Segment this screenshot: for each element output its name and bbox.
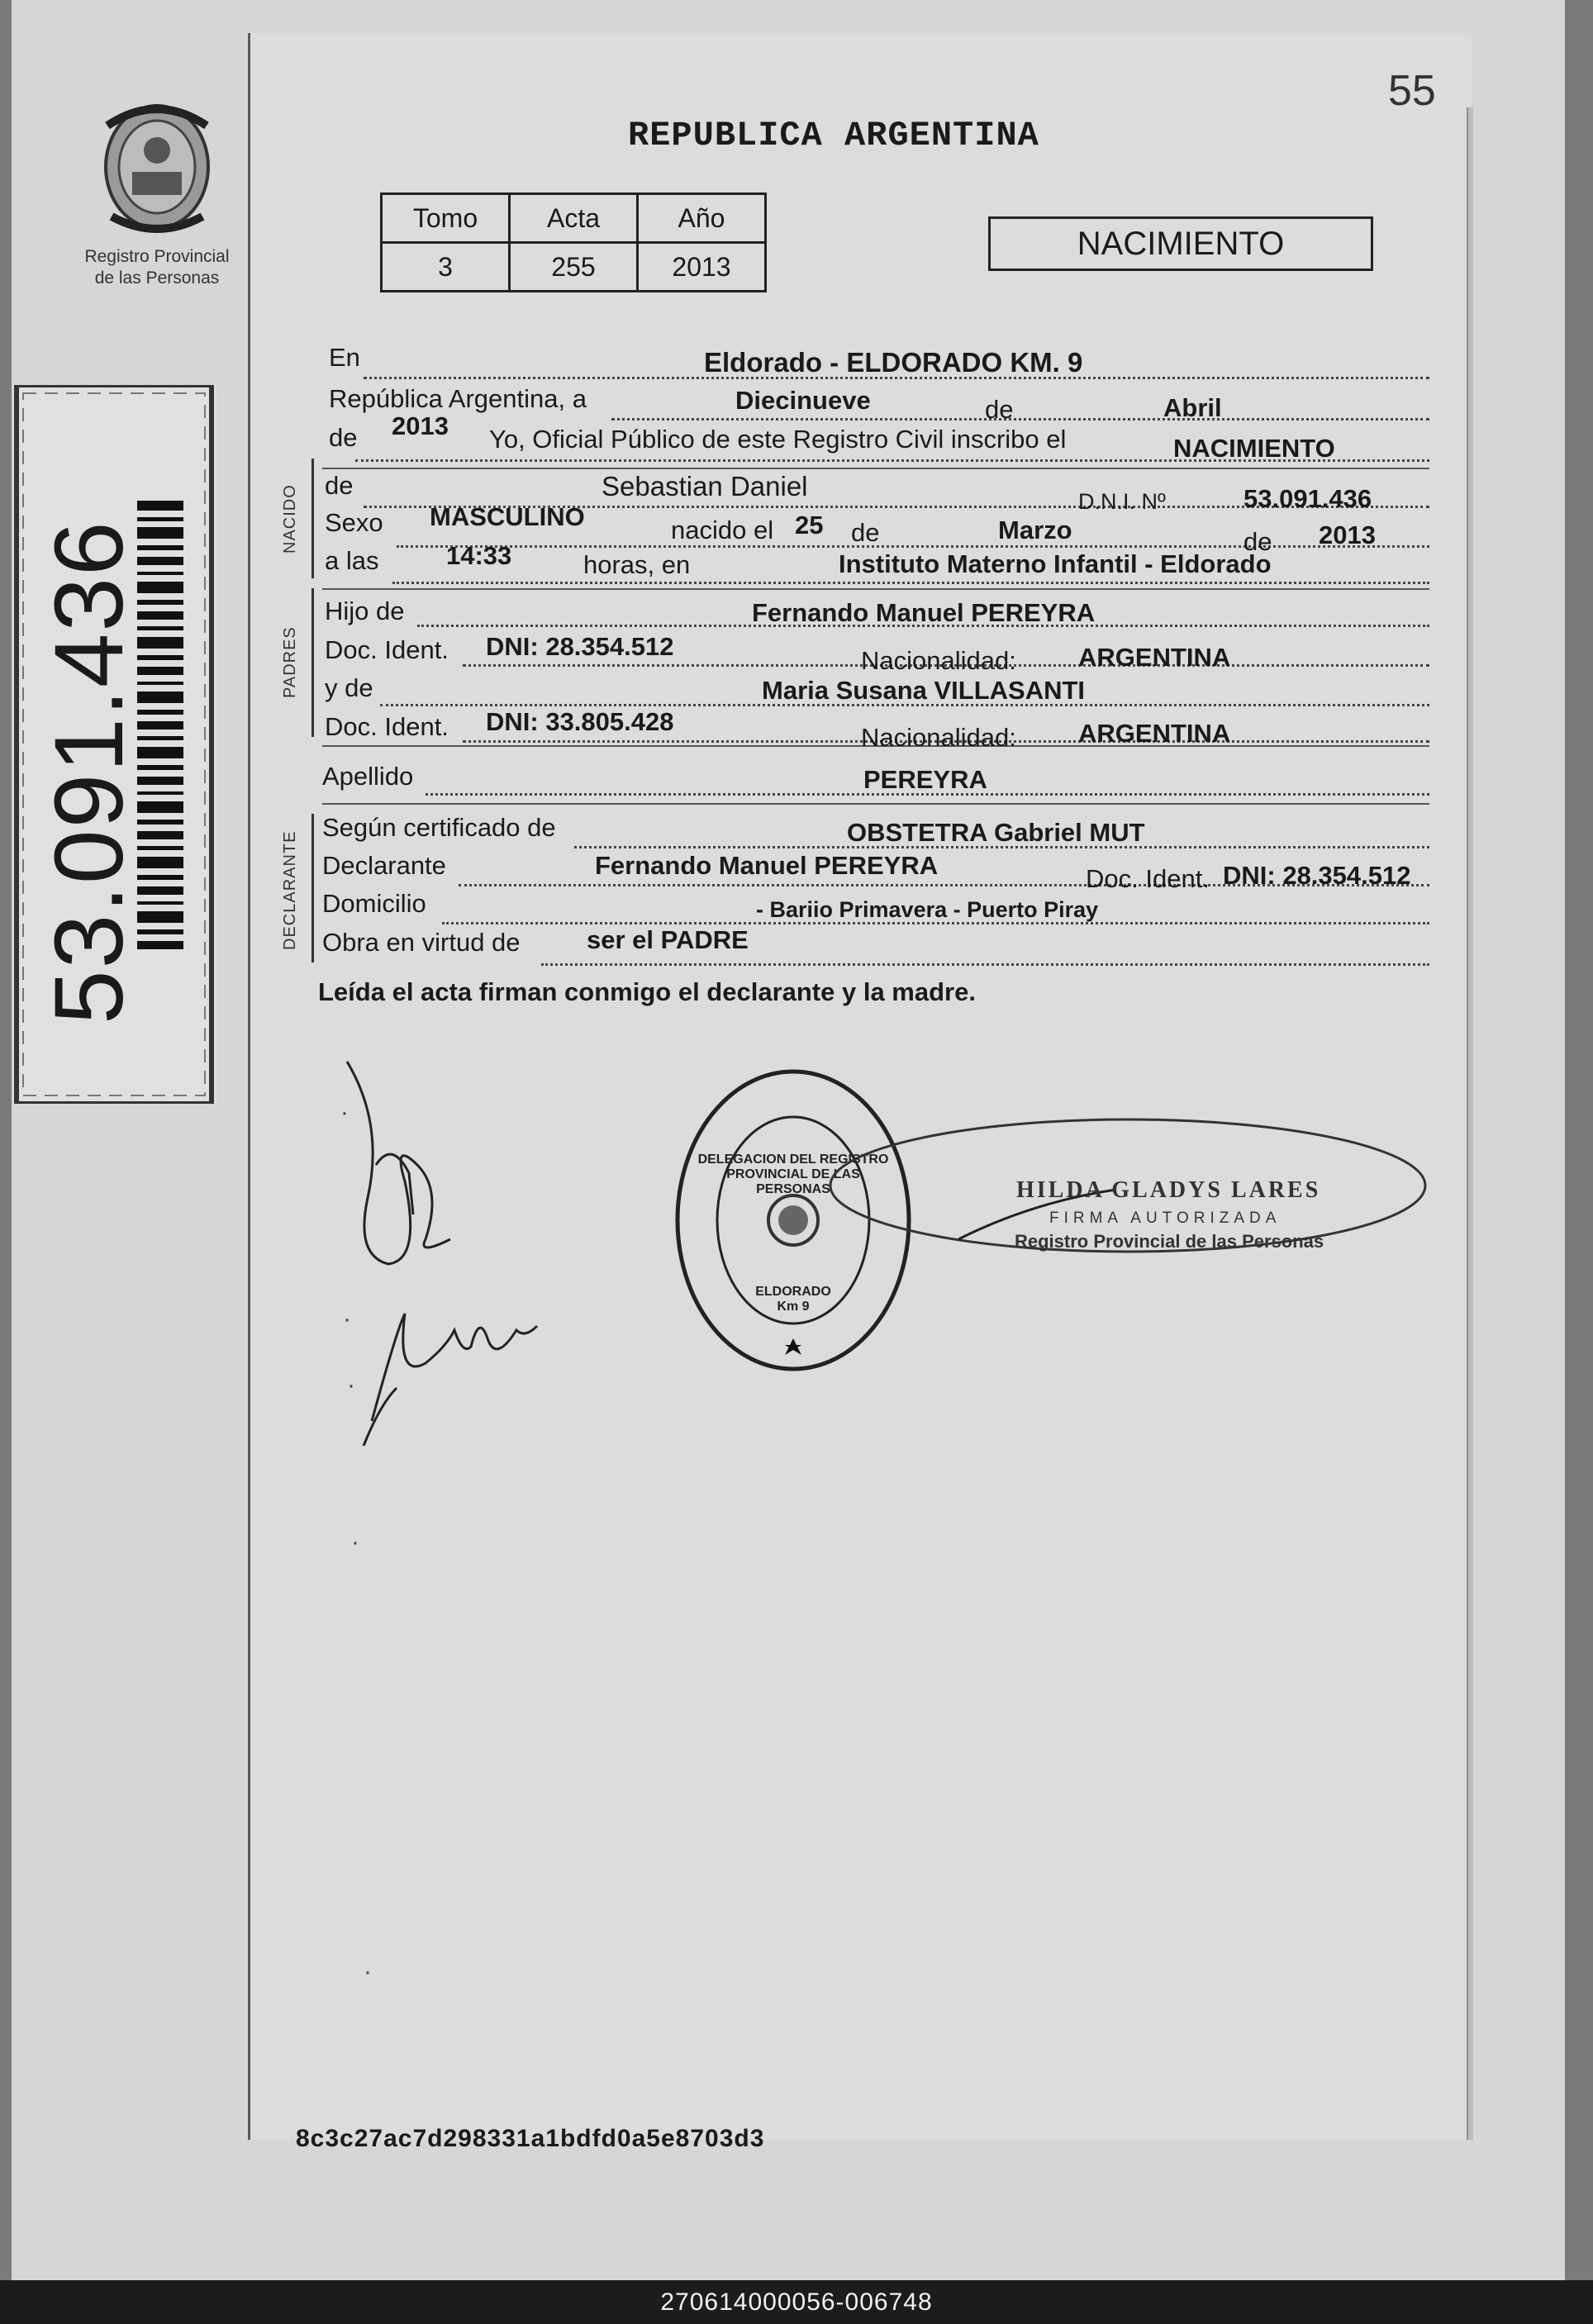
hora-value: 14:33 [446, 541, 512, 570]
madre-value: Maria Susana VILLASANTI [762, 676, 1086, 705]
logo-caption-line1: Registro Provincial [84, 247, 230, 266]
domicilio-label: Domicilio [322, 889, 426, 918]
separator-line [322, 588, 1429, 590]
lugar-nacimiento-value: Instituto Materno Infantil - Eldorado [839, 549, 1272, 578]
section-label-declarante: DECLARANTE [281, 830, 299, 950]
signature-dots: · [340, 1099, 349, 1126]
horas-label: horas, en [583, 550, 691, 579]
nombre-value: Sebastian Daniel [602, 471, 808, 501]
dia-value: Diecinueve [735, 386, 871, 415]
page-edge [1467, 107, 1473, 2140]
record-value-anio: 2013 [638, 243, 766, 292]
inscribo-value: NACIMIENTO [1173, 434, 1335, 463]
section-label-padres: PADRES [281, 626, 299, 698]
de-label: de [985, 395, 1014, 424]
authorized-name: HILDA GLADYS LARES [1016, 1177, 1321, 1203]
nac-dia-value: 25 [795, 511, 824, 539]
dni-value: 53.091.436 [1243, 484, 1372, 513]
logo-caption [66, 246, 248, 289]
footer-bar [0, 2280, 1593, 2324]
decl-doc-value: DNI: 28.354.512 [1223, 861, 1411, 890]
mes-value: Abril [1163, 393, 1222, 422]
oficial-text: Yo, Oficial Público de este Registro Civil inscribo el [489, 425, 1067, 454]
province-seal-logo [91, 93, 223, 241]
record-table-value-row [382, 243, 766, 292]
record-header-tomo: Tomo [382, 194, 510, 243]
dni-label: D.N.I. Nº [1078, 489, 1166, 514]
certificado-label: Según certificado de [322, 813, 556, 842]
madre-nac-value: ARGENTINA [1078, 719, 1231, 748]
de5-label: de [1243, 527, 1272, 556]
decl-doc-label: Doc. Ident. [1086, 864, 1210, 893]
authorized-org: Registro Provincial de las Personas [1015, 1231, 1324, 1252]
domicilio-value: - Bariio Primavera - Puerto Piray [756, 897, 1099, 922]
signature-dots: · [351, 1528, 359, 1556]
madre-doc-value: DNI: 33.805.428 [486, 707, 674, 736]
certificado-value: OBSTETRA Gabriel MUT [847, 818, 1145, 847]
declarante-value: Fernando Manuel PEREYRA [595, 851, 939, 880]
side-id-number: 53.091.436 [35, 520, 144, 1024]
yde-label: y de [325, 673, 373, 702]
signature-dots: · [347, 1371, 355, 1399]
obra-value: ser el PADRE [587, 925, 749, 954]
section-label-nacido: NACIDO [281, 484, 299, 554]
closing-statement: Leída el acta firman conmigo el declarante y la madre. [318, 977, 976, 1006]
doc-type-box: NACIMIENTO [988, 216, 1373, 271]
footer-code: 270614000056-006748 [660, 2288, 933, 2316]
record-header-anio: Año [638, 194, 766, 243]
record-table [380, 192, 767, 292]
signature-madre [347, 1281, 562, 1446]
lugar-inscripcion: Eldorado - ELDORADO KM. 9 [704, 347, 1083, 378]
signature-dots: · [343, 1305, 351, 1333]
apellido-value: PEREYRA [863, 765, 987, 794]
separator-line [322, 468, 1429, 469]
declarante-bracket [311, 814, 314, 962]
padre-nac-value: ARGENTINA [1078, 643, 1231, 672]
de3-label: de [325, 471, 354, 500]
apellido-label: Apellido [322, 762, 414, 791]
de2-label: de [329, 423, 358, 452]
authorized-role: FIRMA AUTORIZADA [1049, 1210, 1282, 1227]
declarante-label: Declarante [322, 851, 446, 880]
dotted-rule [392, 582, 1429, 584]
de4-label: de [851, 518, 880, 547]
nacido-bracket [311, 459, 314, 578]
nac-mes-value: Marzo [998, 516, 1072, 544]
dotted-rule [541, 963, 1429, 966]
padre-doc-value: DNI: 28.354.512 [486, 632, 674, 661]
separator-line [322, 803, 1429, 805]
record-value-acta: 255 [510, 243, 638, 292]
dotted-rule [397, 545, 1429, 548]
alas-label: a las [325, 546, 379, 575]
padre-nac-label: Nacionalidad: [861, 646, 1016, 675]
record-header-acta: Acta [510, 194, 638, 243]
logo-caption-line2: de las Personas [94, 269, 220, 288]
nac-anio-value: 2013 [1319, 520, 1376, 549]
obra-label: Obra en virtud de [322, 928, 521, 957]
stamp-ring-text: DELEGACION DEL REGISTRO PROVINCIAL DE LAS PERSONAS [697, 1152, 889, 1196]
padres-bracket [311, 588, 314, 737]
padre-doc-label: Doc. Ident. [325, 635, 449, 664]
stamp-inner-text: ELDORADO Km 9 [755, 1285, 831, 1314]
padre-value: Fernando Manuel PEREYRA [752, 598, 1096, 627]
sexo-value: MASCULINO [430, 502, 585, 531]
document-title: REPUBLICA ARGENTINA [628, 116, 1039, 155]
record-table-header-row [382, 194, 766, 243]
signature-dots: · [364, 1958, 372, 1985]
madre-doc-label: Doc. Ident. [325, 712, 449, 741]
nacido-label: nacido el [671, 516, 774, 544]
hijo-label: Hijo de [325, 596, 405, 625]
page-number: 55 [1388, 67, 1436, 115]
sexo-label: Sexo [325, 508, 383, 537]
anio-value: 2013 [392, 411, 449, 440]
document-hash: 8c3c27ac7d298331a1bdfd0a5e8703d3 [296, 2125, 765, 2152]
republica-label: República Argentina, a [329, 384, 587, 413]
madre-nac-label: Nacionalidad: [861, 723, 1016, 752]
dotted-rule [611, 418, 1429, 421]
signature-declarante [326, 1049, 574, 1297]
record-value-tomo: 3 [382, 243, 510, 292]
en-label: En [329, 343, 360, 372]
